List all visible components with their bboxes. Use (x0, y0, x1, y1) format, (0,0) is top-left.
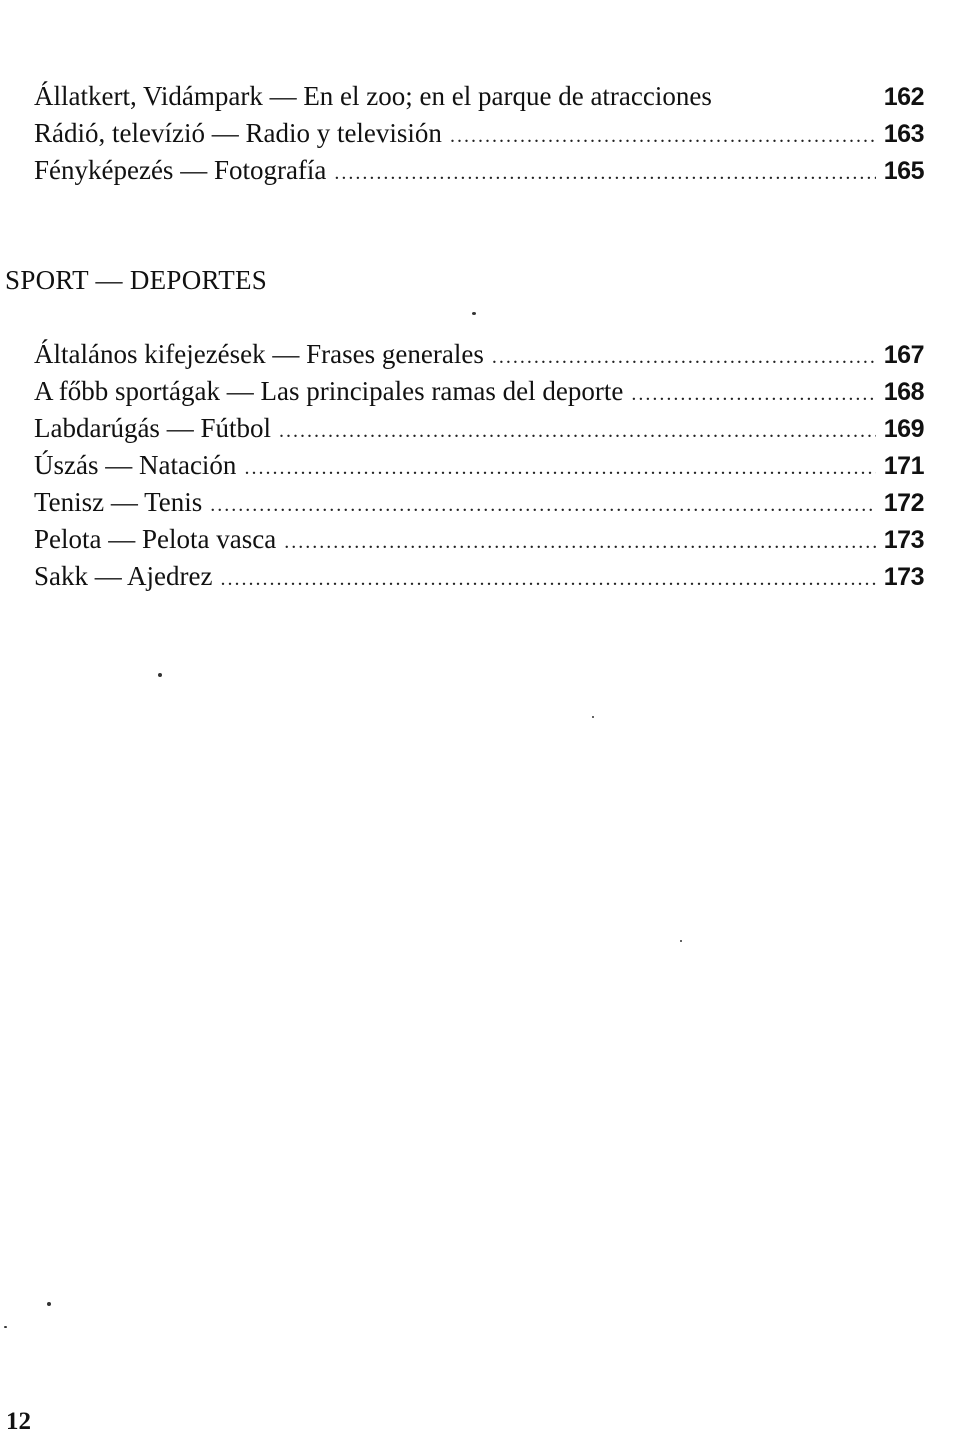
toc-entry-page: 162 (883, 83, 924, 111)
print-speck (158, 673, 162, 677)
print-speck (472, 312, 476, 315)
toc-entry-title: Tenisz — Tenis (34, 487, 203, 517)
toc-entry (34, 336, 924, 373)
page-number: 12 (6, 1408, 31, 1435)
toc-entry-page: 169 (883, 415, 924, 443)
toc-entry-title: Sakk — Ajedrez (34, 561, 213, 591)
toc-entry-page: 168 (883, 378, 924, 406)
print-speck (4, 1326, 7, 1328)
dot-leader (334, 155, 875, 192)
toc-entry (34, 410, 924, 447)
dot-leader (492, 339, 876, 376)
toc-group-top (34, 78, 924, 189)
toc-entry (34, 373, 924, 410)
toc-entry (34, 447, 924, 484)
dot-leader (284, 524, 876, 561)
toc-entry (34, 78, 924, 115)
toc-entry-title: A főbb sportágak — Las principales ramas del deporte (34, 376, 624, 406)
toc-entry-title: Általános kifejezések — Frases generales (34, 339, 484, 369)
print-speck (592, 716, 594, 718)
toc-entry-page: 163 (883, 120, 924, 148)
toc-entry (34, 521, 924, 558)
print-speck (47, 1302, 51, 1306)
dot-leader (279, 413, 876, 450)
toc-entry-page: 172 (883, 489, 924, 517)
toc-entry-page: 167 (883, 341, 924, 369)
toc-entry-page: 173 (883, 563, 924, 591)
dot-leader (210, 487, 876, 524)
toc-entry-title: Rádió, televízió — Radio y televisión (34, 118, 442, 148)
toc-entry-title: Labdarúgás — Fútbol (34, 413, 271, 443)
toc-group-sport (34, 336, 924, 595)
toc-entry-title: Állatkert, Vidámpark — En el zoo; en el parque de atracciones (34, 81, 712, 111)
toc-entry (34, 152, 924, 189)
toc-entry (34, 115, 924, 152)
dot-leader (450, 118, 876, 155)
toc-entry-page: 171 (883, 452, 924, 480)
dot-leader (220, 561, 875, 598)
toc-entry-page: 165 (883, 157, 924, 185)
toc-entry (34, 558, 924, 595)
toc-entry-title: Úszás — Natación (34, 450, 237, 480)
toc-entry-title: Pelota — Pelota vasca (34, 524, 277, 554)
toc-entry-page: 173 (883, 526, 924, 554)
section-heading: SPORT — DEPORTES (5, 265, 268, 295)
dot-leader (631, 376, 875, 413)
dot-leader (244, 450, 875, 487)
toc-entry (34, 484, 924, 521)
toc-entry-title: Fényképezés — Fotografía (34, 155, 327, 185)
print-speck (680, 940, 682, 942)
